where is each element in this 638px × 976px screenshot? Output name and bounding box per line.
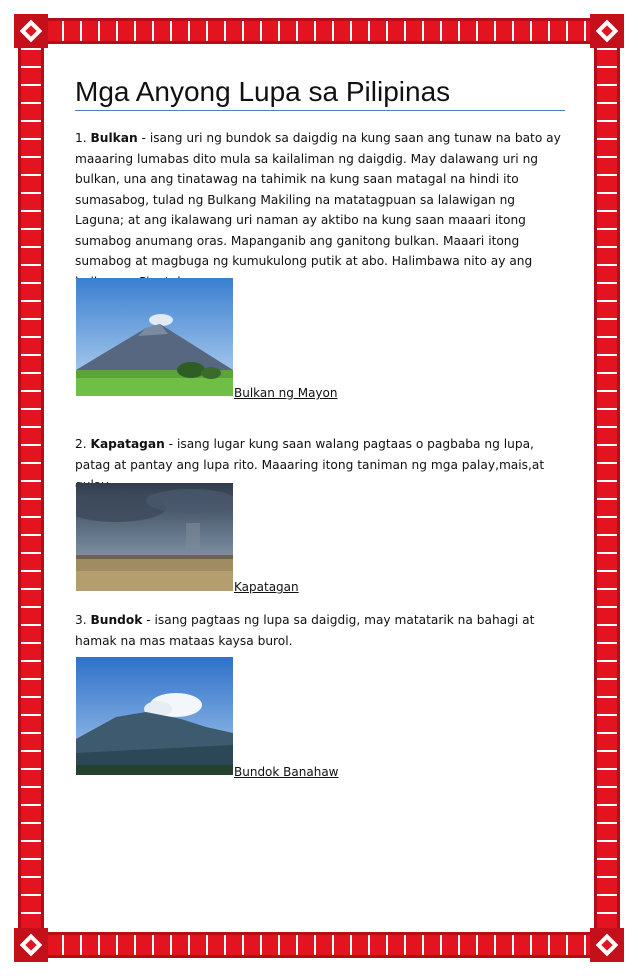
photo-caption: Bulkan ng Mayon <box>234 386 338 400</box>
border-top <box>18 18 620 44</box>
section-term: Kapatagan <box>90 437 165 451</box>
corner-ornament <box>14 928 48 962</box>
page-title: Mga Anyong Lupa sa Pilipinas <box>75 76 451 107</box>
section-bundok <box>75 610 565 651</box>
section-term: Bulkan <box>90 131 138 145</box>
photo-caption: Bundok Banahaw <box>234 765 339 779</box>
corner-ornament <box>14 14 48 48</box>
mountain-banahaw-photo <box>76 657 233 775</box>
section-number: 3. <box>75 613 87 627</box>
border-bottom <box>18 932 620 958</box>
section-number: 1. <box>75 131 87 145</box>
corner-ornament <box>590 14 624 48</box>
title-underline <box>75 110 565 111</box>
section-text: - isang uri ng bundok sa daigdig na kung saan ang tunaw na bato ay maaaring lumabas dito mula sa kailaliman ng daigdig. May dalawang uri ng bulkan, una ang tinatawag na tahimik na kung saan matagal na hindi ito sumasabog, tulad ng Bulkang Makiling na matatagpuan sa lalawigan ng Laguna; at ang ikalawang uri naman ay aktibo na kung saan maaari itong sumabog anumang oras. Mapanganib ang ganitong bulkan. Maaari itong sumabog at magbuga ng kumukulong putik at abo. Halimbawa nito ay ang <box>75 131 561 268</box>
border-left <box>18 18 44 958</box>
corner-ornament <box>590 928 624 962</box>
section-number: 2. <box>75 437 87 451</box>
photo-caption: Kapatagan <box>234 580 299 594</box>
section-bulkan <box>75 128 565 292</box>
border-right <box>594 18 620 958</box>
section-term: Bundok <box>90 613 143 627</box>
plain-photo <box>76 483 233 591</box>
section-text: - isang pagtaas ng lupa sa daigdig, may matatarik na bahagi at hamak na mas mataas kaysa burol. <box>75 613 535 648</box>
section-text: - isang lugar kung saan walang pagtaas o pagbaba ng lupa, patag at pantay ang lupa rito. Maaaring itong taniman ng mga palay,mais,at <box>75 437 545 472</box>
mayon-volcano-photo <box>76 278 233 396</box>
